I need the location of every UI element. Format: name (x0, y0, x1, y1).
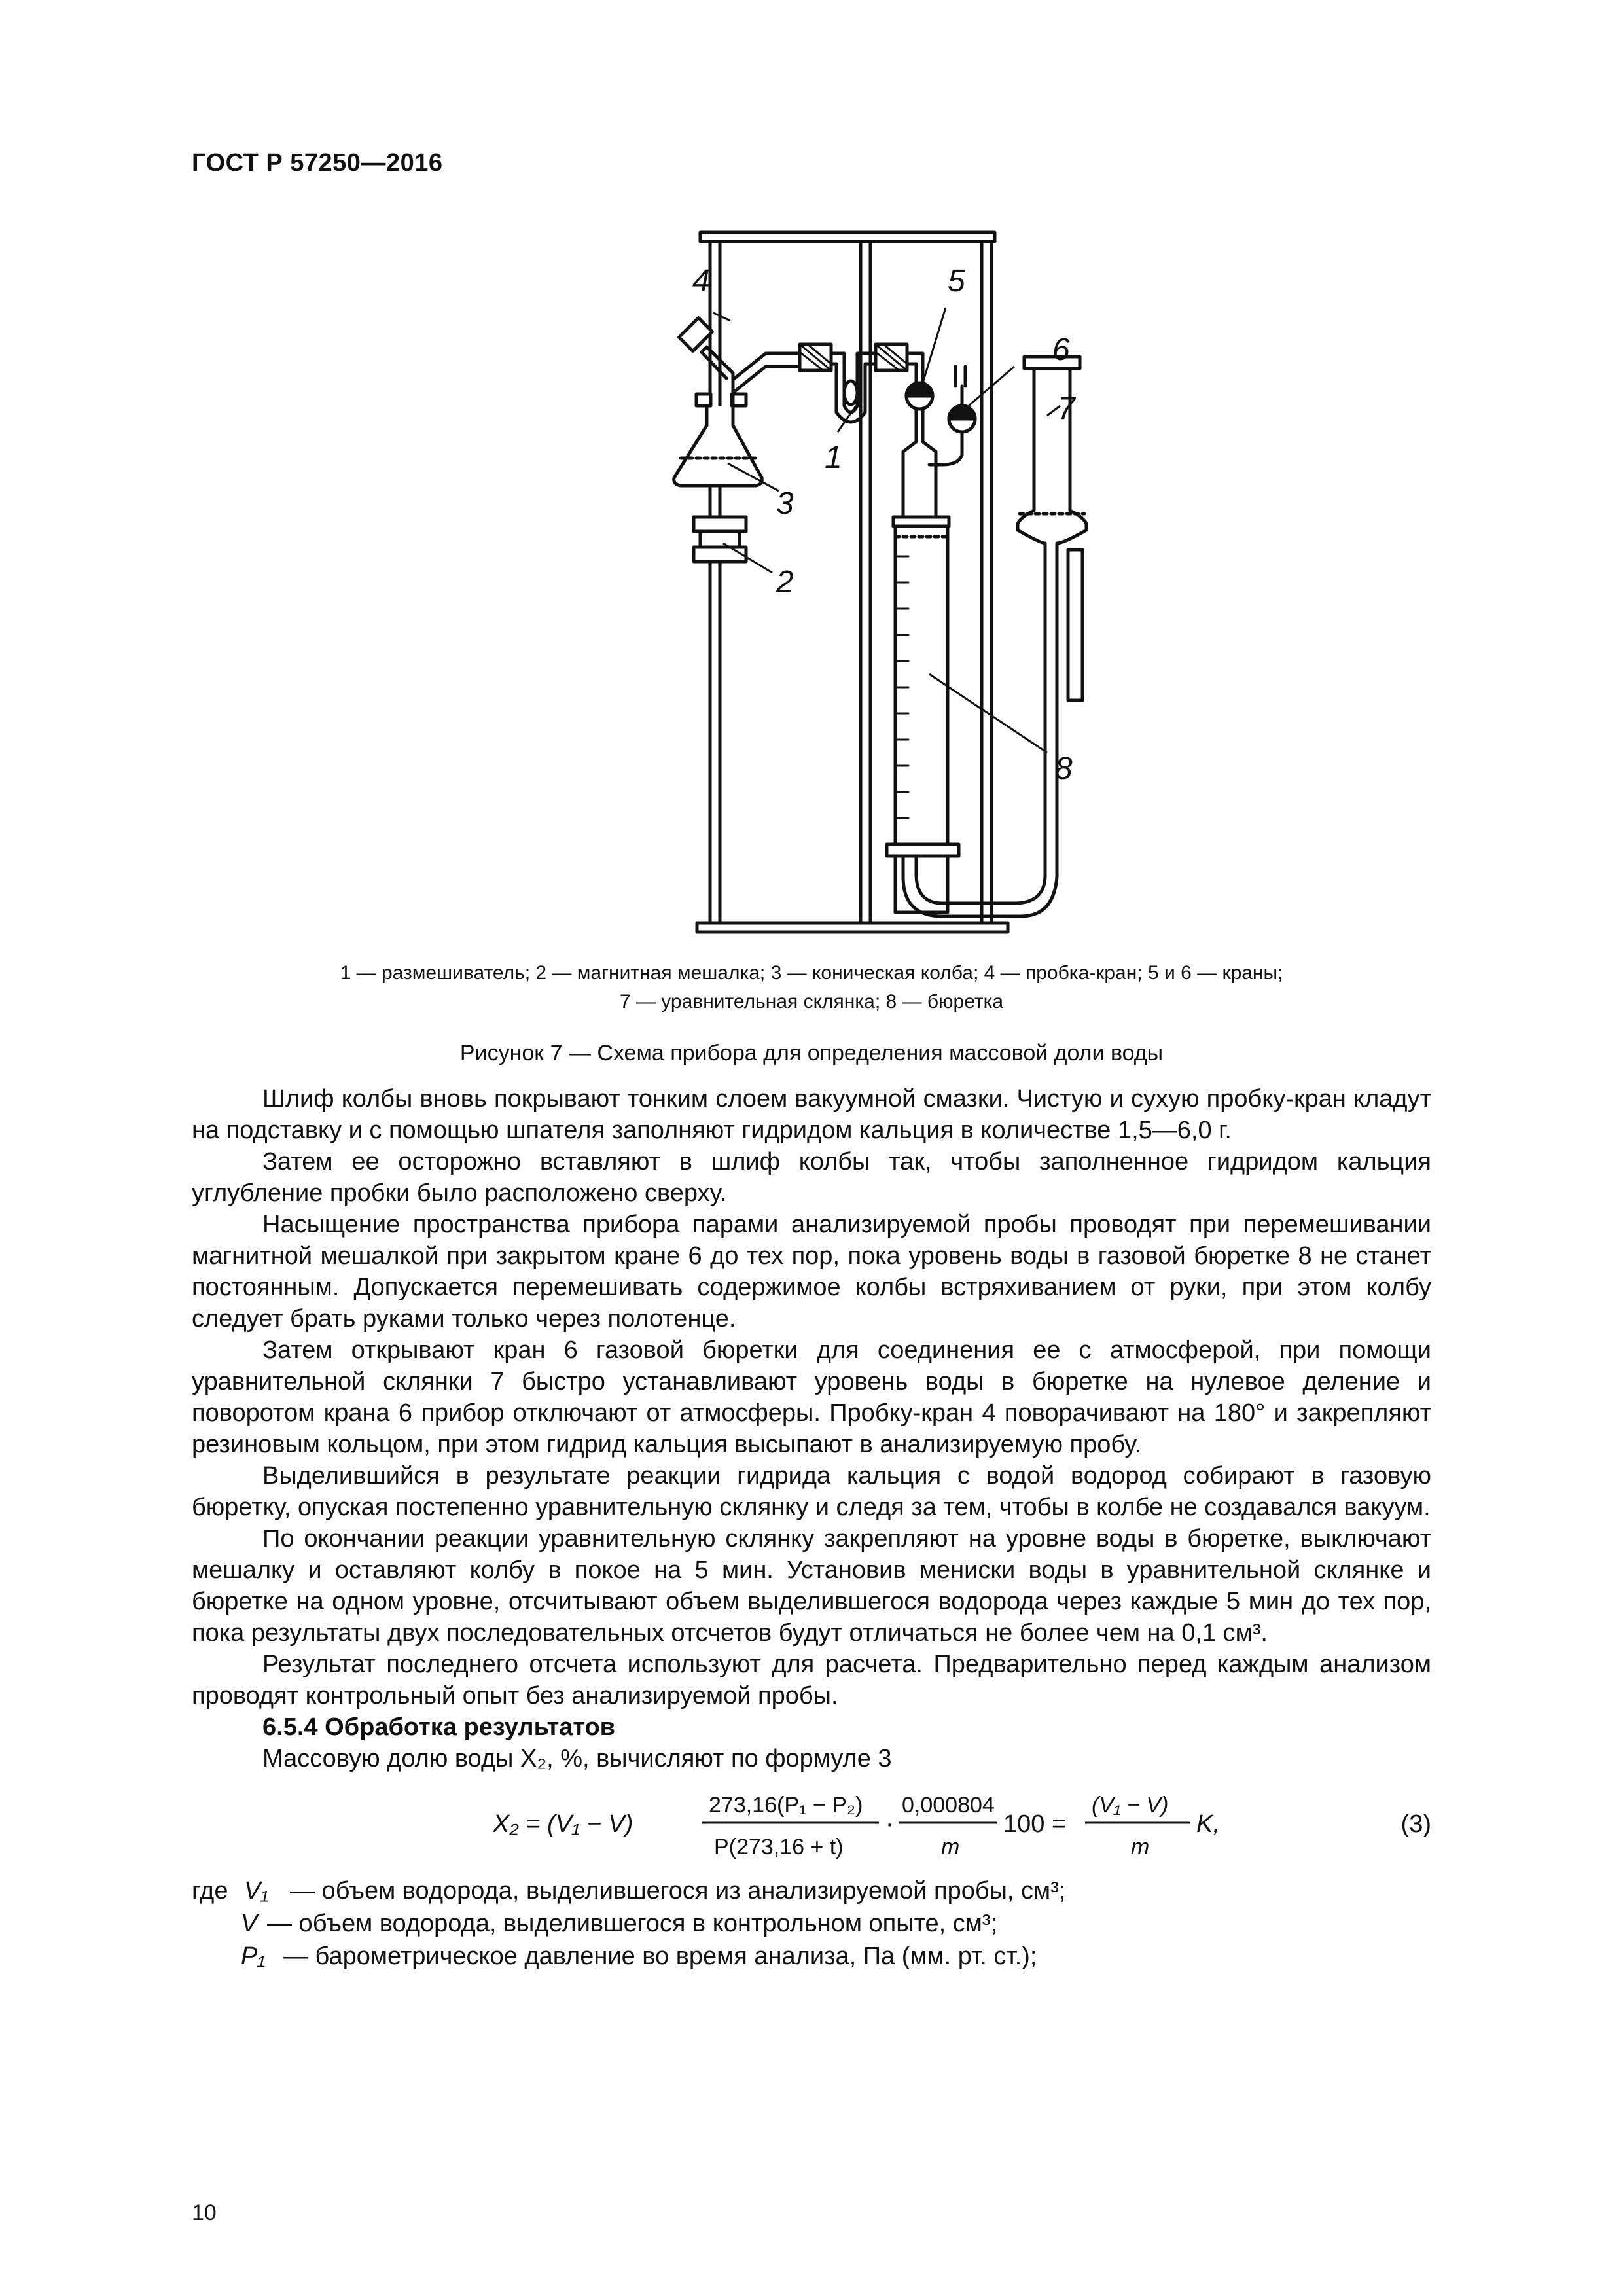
definition-row (192, 1908, 1431, 1941)
label-7: 7 (1058, 391, 1075, 426)
paragraph: Выделившийся в результате реакции гидрида кальция с водой водород собирают в газовую бюретку, опуская постепенно уравнительную склянку и следя за тем, чтобы в колбе не создавался вакуум. (192, 1462, 1431, 1521)
figure-legend-line-1: 1 — размешиватель; 2 — магнитная мешалка; 3 — коническая колба; 4 — пробка-кран; 5 и 6 — краны; (340, 962, 1283, 984)
page-number: 10 (192, 2200, 217, 2225)
formula-graphic (493, 1781, 1383, 1867)
label-8: 8 (1055, 751, 1073, 786)
definition-text: — объем водорода, выделившегося в контрольном опыте, см³; (267, 1910, 998, 1937)
label-4: 4 (692, 264, 710, 298)
paragraph: По окончании реакции уравнительную склянку закрепляют на уровне воды в бюретке, выключают мешалку и оставляют колбу в покое на 5 мин. Установив мениски воды в уравнительной склянке и бюретке на одном уровне, отсчитывают объем выделившегося водорода через каждые 5 мин до тех пор, пока результаты двух последовательных отсчетов будут отличаться не более чем на 0,1 см³. (192, 1525, 1431, 1647)
formula-dot: · (885, 1810, 894, 1838)
formula-den2: m (941, 1835, 960, 1859)
where-prefix: где (192, 1877, 228, 1905)
symbol-definitions (192, 1875, 1431, 1973)
label-3: 3 (776, 486, 794, 521)
definition-symbol: V₁ (244, 1877, 269, 1905)
formula-num2: 0,000804 (902, 1793, 995, 1818)
paragraph: Затем открывают кран 6 газовой бюретки для соединения ее с атмосферой, при помощи уравнительной склянки 7 быстро устанавливают уровень воды в бюретке на нулевое деление и поворотом крана 6 прибор отключают от атмосферы. Пробку-кран 4 поворачивают на 180° и закрепляют резиновым кольцом, при этом гидрид кальция высыпают в анализируемую пробу. (192, 1336, 1431, 1458)
definition-text: — барометрическое давление во время анализа, Па (мм. рт. ст.); (283, 1943, 1037, 1970)
body-text (192, 1083, 1431, 1973)
formula-num3: (V₁ − V) (1092, 1793, 1169, 1818)
apparatus-figure (628, 216, 1099, 956)
label-6: 6 (1052, 332, 1070, 367)
document-header: ГОСТ Р 57250—2016 (192, 149, 443, 177)
formula-tail: K, (1196, 1810, 1220, 1838)
paragraph: Шлиф колбы вновь покрывают тонким слоем вакуумной смазки. Чистую и сухую пробку-кран кладут на подставку и с помощью шпателя заполняют гидридом кальция в количестве 1,5—6,0 г. (192, 1085, 1431, 1144)
formula-intro: Массовую долю воды X₂, %, вычисляют по формуле 3 (262, 1745, 892, 1772)
figure-caption: Рисунок 7 — Схема прибора для определения массовой доли воды (459, 1041, 1164, 1066)
definition-row (192, 1875, 1431, 1908)
equation-number: (3) (1400, 1810, 1431, 1838)
paragraph: Затем ее осторожно вставляют в шлиф колбы так, чтобы заполненное гидридом кальция углубление пробки было расположено сверху. (192, 1148, 1431, 1207)
label-5: 5 (948, 264, 965, 298)
figure-legend-line-2: 7 — уравнительная склянка; 8 — бюретка (619, 991, 1004, 1013)
formula-3 (192, 1781, 1431, 1867)
formula-mid: 100 = (1003, 1810, 1067, 1838)
definition-row (192, 1941, 1431, 1973)
formula-lhs: X₂ = (V₁ − V) (493, 1810, 633, 1838)
apparatus-diagram (628, 216, 1099, 956)
formula-num1: 273,16(P₁ − P₂) (709, 1793, 863, 1818)
paragraph: Результат последнего отсчета используют для расчета. Предварительно перед каждым анализом проводят контрольный опыт без анализируемой пробы. (192, 1651, 1431, 1710)
section-heading: 6.5.4 Обработка результатов (262, 1713, 616, 1741)
label-2: 2 (776, 565, 794, 600)
formula-den3: m (1131, 1835, 1150, 1859)
formula-den1: P(273,16 + t) (714, 1835, 844, 1859)
label-1: 1 (825, 440, 842, 475)
definition-symbol: P₁ (241, 1943, 266, 1970)
definition-text: — объем водорода, выделившегося из анализируемой пробы, см³; (290, 1877, 1066, 1905)
definition-symbol: V (241, 1910, 258, 1937)
paragraph: Насыщение пространства прибора парами анализируемой пробы проводят при перемешивании магнитной мешалкой при закрытом кране 6 до тех пор, пока уровень воды в газовой бюретке 8 не станет постоянным. Допускается перемешивать содержимое колбы встряхиванием от руки, при этом колбу следует брать руками только через полотенце. (192, 1211, 1431, 1333)
